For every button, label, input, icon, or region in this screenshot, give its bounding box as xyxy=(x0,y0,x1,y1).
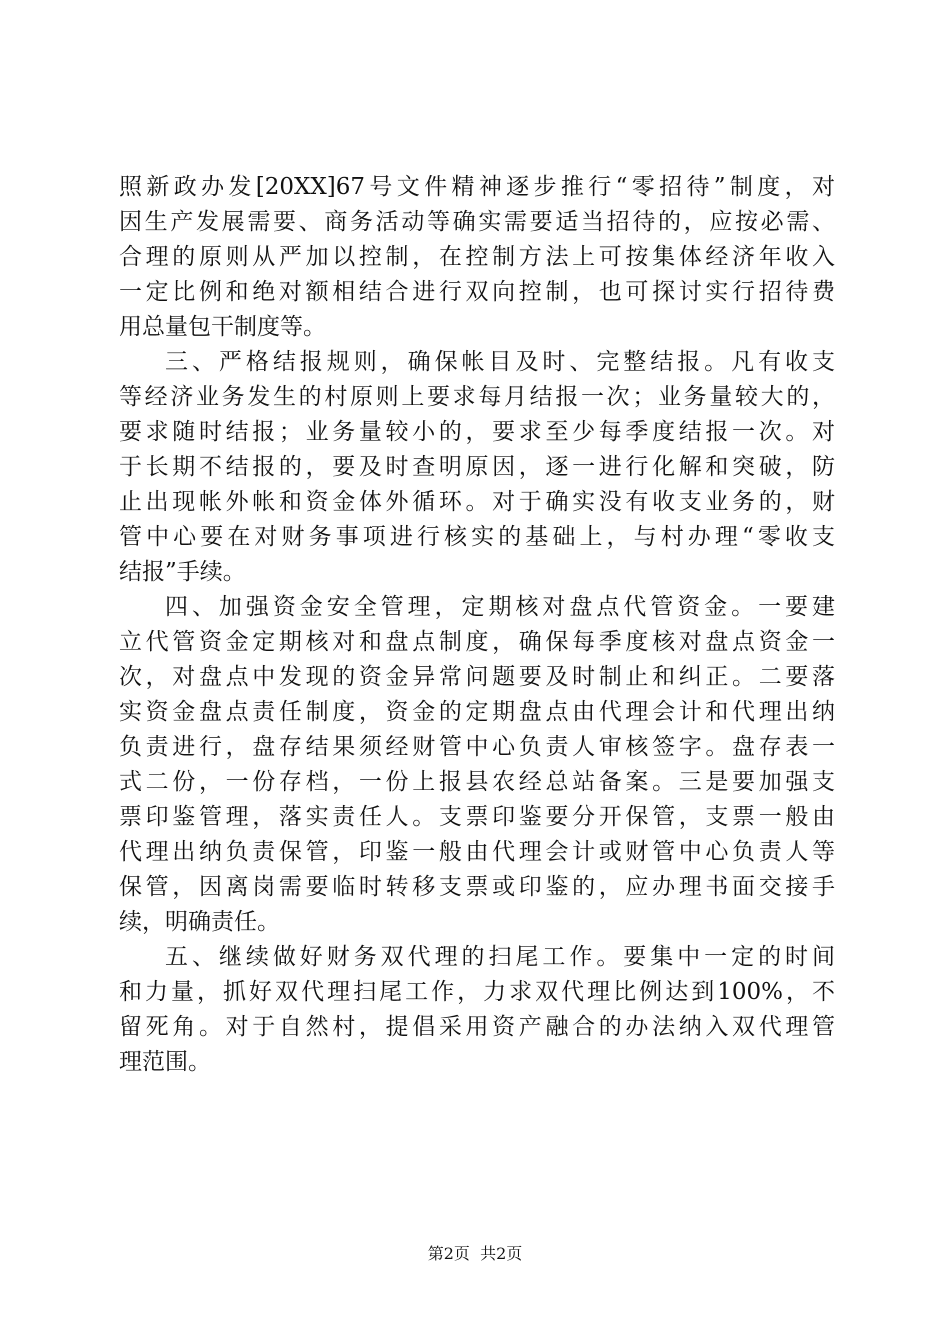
paragraph-line: 管中心要在对财务事项进行核实的基础上，与村办理“零收支 xyxy=(119,524,835,550)
paragraph-line: 实资金盘点责任制度，资金的定期盘点由代理会计和代理出纳 xyxy=(119,699,835,725)
paragraph-line: 结报”手续。 xyxy=(119,559,246,585)
paragraph-line: 一定比例和绝对额相结合进行双向控制，也可探讨实行招待费 xyxy=(119,279,835,305)
paragraph-line: 等经济业务发生的村原则上要求每月结报一次；业务量较大的， xyxy=(119,384,835,410)
page-number-footer: 第2页 共2页 xyxy=(427,1244,523,1263)
paragraph-line: 合理的原则从严加以控制，在控制方法上可按集体经济年收入 xyxy=(119,244,835,270)
paragraph xyxy=(119,345,835,590)
paragraph-line: 代理出纳负责保管，印鉴一般由代理会计或财管中心负责人等 xyxy=(119,839,835,865)
paragraph-line: 四、加强资金安全管理，定期核对盘点代管资金。一要建 xyxy=(165,594,835,620)
paragraph-line: 五、继续做好财务双代理的扫尾工作。要集中一定的时间 xyxy=(165,944,835,970)
paragraph-line: 用总量包干制度等。 xyxy=(119,314,326,340)
paragraph-line: 理范围。 xyxy=(119,1049,211,1075)
paragraph xyxy=(119,590,835,940)
paragraph-line: 三、严格结报规则，确保帐目及时、完整结报。凡有收支 xyxy=(165,349,835,375)
paragraph-line: 负责进行，盘存结果须经财管中心负责人审核签字。盘存表一 xyxy=(119,734,835,760)
paragraph-line: 保管，因离岗需要临时转移支票或印鉴的，应办理书面交接手 xyxy=(119,874,835,900)
paragraph-line: 和力量，抓好双代理扫尾工作，力求双代理比例达到100%，不 xyxy=(119,979,835,1005)
paragraph xyxy=(119,940,835,1080)
paragraph-line: 留死角。对于自然村，提倡采用资产融合的办法纳入双代理管 xyxy=(119,1014,835,1040)
paragraph-line: 式二份，一份存档，一份上报县农经总站备案。三是要加强支 xyxy=(119,769,835,795)
paragraph-line: 票印鉴管理，落实责任人。支票印鉴要分开保管，支票一般由 xyxy=(119,804,835,830)
paragraph xyxy=(119,170,835,345)
paragraph-line: 照新政办发[20XX]67号文件精神逐步推行“零招待”制度，对 xyxy=(119,174,835,200)
paragraph-line: 要求随时结报；业务量较小的，要求至少每季度结报一次。对 xyxy=(119,419,835,445)
paragraph-line: 立代管资金定期核对和盘点制度，确保每季度核对盘点资金一 xyxy=(119,629,835,655)
paragraph-line: 次，对盘点中发现的资金异常问题要及时制止和纠正。二要落 xyxy=(119,664,835,690)
paragraph-line: 止出现帐外帐和资金体外循环。对于确实没有收支业务的，财 xyxy=(119,489,835,515)
paragraph-line: 于长期不结报的，要及时查明原因，逐一进行化解和突破，防 xyxy=(119,454,835,480)
paragraph-line: 因生产发展需要、商务活动等确实需要适当招待的，应按必需、 xyxy=(119,209,835,235)
paragraph-line: 续，明确责任。 xyxy=(119,909,280,935)
document-body xyxy=(119,170,835,1080)
